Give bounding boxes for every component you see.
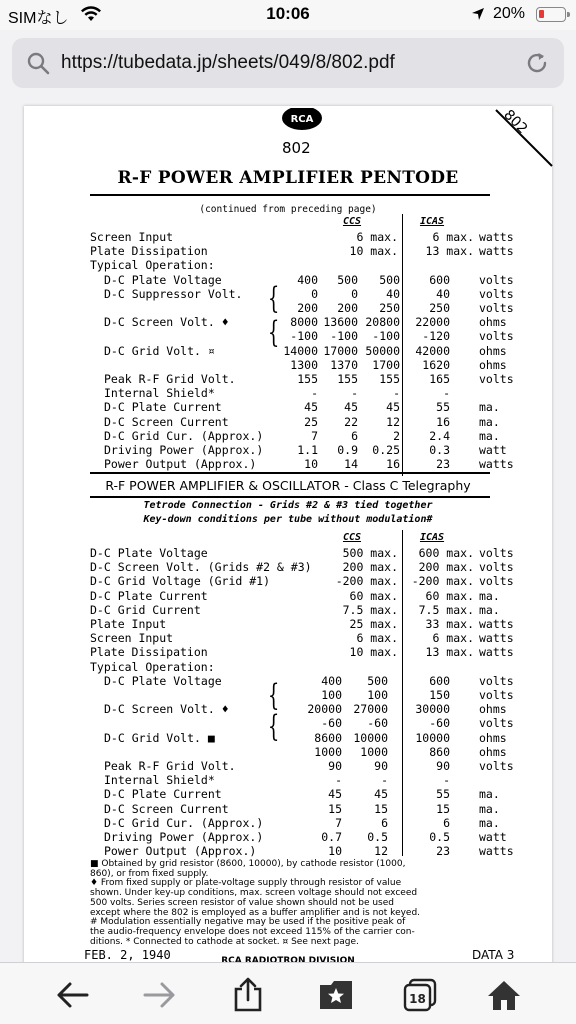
typical-row <box>24 787 552 801</box>
typical-row <box>24 702 552 716</box>
typical-unit: watt <box>479 443 507 457</box>
spec-row <box>24 603 552 617</box>
spec-unit: volts <box>479 574 514 589</box>
page-title: R-F POWER AMPLIFIER PENTODE <box>117 168 459 188</box>
footnote-line: 860), or from fixed supply. <box>90 868 209 879</box>
typical-label: D-C Plate Voltage <box>104 272 222 287</box>
typical-label: Internal Shield* <box>104 773 215 788</box>
icas-value: 6 max. <box>432 631 474 646</box>
typical-row <box>24 674 552 688</box>
typical-unit: volts <box>479 716 514 731</box>
typical-unit: ohms <box>479 702 507 717</box>
icas-value: 150 <box>429 688 450 702</box>
footnotes <box>90 860 530 947</box>
back-button[interactable] <box>52 977 92 1013</box>
spec-unit: ma. <box>479 588 500 603</box>
icas-value: 10000 <box>415 730 450 745</box>
top-screen-brace: { <box>267 281 280 316</box>
home-icon <box>487 979 521 1011</box>
typical-row <box>24 773 552 787</box>
typical-unit: volts <box>479 329 514 344</box>
bot-grid-brace: { <box>267 709 280 744</box>
icas-value: 40 <box>436 286 450 301</box>
ccs-value: 0.9 <box>337 443 358 457</box>
ccs-value: 60 max. <box>349 588 398 603</box>
spec-unit: watts <box>479 244 514 259</box>
pdf-viewer[interactable] <box>0 96 576 962</box>
ccs-value: 155 <box>379 372 400 386</box>
footnote-line: shown. Under key-up conditions, max. screen voltage should not exceed <box>90 888 418 899</box>
typical-heading: Typical Operation: <box>90 659 215 674</box>
footnote-line: 500 volts. Series screen resistor of value shown should not be used <box>90 897 394 908</box>
ccs-value: 27000 <box>353 702 388 717</box>
typical-unit: volts <box>479 372 514 386</box>
typical-row <box>24 329 552 343</box>
forward-button[interactable] <box>140 977 180 1013</box>
ccs-value: 10 <box>328 844 342 859</box>
footnote-line: ditions. * Connected to cathode at socket. ¤ See next page. <box>90 936 359 947</box>
ccs-value: 12 <box>386 414 400 429</box>
spec-label: Plate Dissipation <box>90 244 208 259</box>
icas-value: -60 <box>429 716 450 731</box>
typical-unit: ma. <box>479 815 500 830</box>
typical-row <box>24 386 552 400</box>
bottom-toolbar <box>0 962 576 1024</box>
typical-label: D-C Screen Current <box>104 801 229 816</box>
battery-icon <box>536 7 566 22</box>
clock: 10:06 <box>266 4 310 23</box>
typical-row <box>24 688 552 702</box>
ccs-value: -200 max. <box>335 574 398 589</box>
ccs-value: 50000 <box>365 343 400 358</box>
bookmark-star-icon <box>318 979 354 1011</box>
spec-label: D-C Plate Voltage <box>90 546 208 560</box>
icas-value: 55 <box>436 787 450 802</box>
icas-value: 0.3 <box>429 443 450 457</box>
tube-number: 802 <box>282 139 311 157</box>
typical-row <box>24 759 552 773</box>
typical-operation-label-2 <box>24 660 552 674</box>
typical-row <box>24 301 552 315</box>
icas-value: 23 <box>436 457 450 472</box>
icas-value: 250 <box>429 301 450 315</box>
footer-division: RCA RADIOTRON DIVISION <box>221 956 355 962</box>
footnote-line: ■ Obtained by grid resistor (8600, 10000), by cathode resistor (1000, <box>90 859 406 869</box>
corner-tube-number: 802 <box>500 106 531 138</box>
ccs-value: - <box>381 773 388 788</box>
top-grid-brace: { <box>267 315 280 350</box>
section-title-class-c: R-F POWER AMPLIFIER & OSCILLATOR - Class C Telegraphy <box>105 478 471 493</box>
typical-label: D-C Grid Cur. (Approx.) <box>104 815 264 830</box>
ccs-value: 16 <box>386 457 400 472</box>
typical-unit: volts <box>479 759 514 773</box>
address-bar[interactable] <box>12 38 564 88</box>
ccs-value: 1370 <box>330 357 358 372</box>
ccs-value: 45 <box>304 400 318 415</box>
ccs-value: 155 <box>297 372 318 386</box>
typical-label: D-C Suppressor Volt. <box>104 286 243 301</box>
footnote-line: except where the 802 is employed as a buffer amplifier and is not keyed. <box>90 907 421 918</box>
ccs-value: - <box>351 386 358 401</box>
typical-unit: ma. <box>479 428 500 443</box>
battery-percent: 20% <box>493 5 526 22</box>
spec-label: Plate Input <box>90 617 167 631</box>
typical-unit: volts <box>479 286 514 301</box>
typical-unit: volts <box>479 688 514 702</box>
icas-value: 23 <box>436 844 450 859</box>
icas-value: 42000 <box>415 343 450 358</box>
icas-value: 15 <box>436 801 450 816</box>
typical-row <box>24 344 552 358</box>
icas-value: 13 max. <box>425 645 474 660</box>
title-rule <box>90 194 490 196</box>
typical-row <box>24 844 552 858</box>
icas-value: - <box>443 386 450 401</box>
ccs-value: 90 <box>374 759 388 773</box>
icas-value: 13 max. <box>425 244 474 259</box>
typical-unit: watts <box>479 844 514 859</box>
home-button[interactable] <box>484 977 524 1013</box>
spec-unit: watts <box>479 631 514 646</box>
ccs-header: CCS <box>342 216 362 227</box>
ccs-value: 6 max. <box>356 631 398 646</box>
datasheet <box>24 106 552 962</box>
icas-value: 30000 <box>415 702 450 717</box>
ccs-value: 6 max. <box>356 230 398 244</box>
ccs-value: 155 <box>337 372 358 386</box>
footer-data-page: DATA 3 <box>472 948 515 962</box>
footer-date: FEB. 2, 1940 <box>84 948 171 962</box>
typical-row <box>24 802 552 816</box>
typical-unit: ma. <box>479 787 500 802</box>
typical-label: Power Output (Approx.) <box>104 844 257 859</box>
typical-row <box>24 273 552 287</box>
ccs-value: 250 <box>379 301 400 315</box>
url-text[interactable]: https://tubedata.jp/sheets/049/8/802.pdf <box>61 52 395 73</box>
typical-label: D-C Plate Current <box>104 400 222 415</box>
ccs-value: 10 <box>304 457 318 472</box>
ccs-value: - <box>311 386 318 401</box>
typical-label: Peak R-F Grid Volt. <box>104 372 236 386</box>
ccs-value: 0 <box>311 286 318 301</box>
typical-row <box>24 830 552 844</box>
typical-row <box>24 816 552 830</box>
typical-label: Driving Power (Approx.) <box>104 830 264 844</box>
typical-row <box>24 716 552 730</box>
ccs-value: 1300 <box>290 357 318 372</box>
icas-value: -200 max. <box>411 574 474 589</box>
icas-value: 22000 <box>415 315 450 330</box>
typical-row <box>24 443 552 457</box>
spec-unit: ma. <box>479 602 500 617</box>
ccs-value: 400 <box>321 673 342 688</box>
ccs-value: 7 <box>311 428 318 443</box>
ccs-value: 7.5 max. <box>342 602 398 617</box>
spec-unit: volts <box>479 546 514 560</box>
typical-row <box>24 400 552 414</box>
spec-label: D-C Screen Volt. (Grids #2 & #3) <box>90 560 312 575</box>
ccs-value: 500 <box>379 272 400 287</box>
ccs-value: 200 <box>297 301 318 315</box>
ccs-value: 90 <box>328 759 342 773</box>
carrier-label: SIMなし <box>8 10 69 27</box>
ccs-value: -60 <box>367 716 388 731</box>
footnote-line: the audio-frequency envelope does not exceed 115% of the carrier con- <box>90 926 415 937</box>
spec-row <box>24 645 552 659</box>
ccs-value: 0.7 <box>321 830 342 844</box>
ccs-value: -100 <box>290 329 318 344</box>
footnote-line: ♦ From fixed supply or plate-voltage supply through resistor of value <box>90 878 402 889</box>
spec-label: D-C Grid Voltage (Grid #1) <box>90 574 271 589</box>
icas-value: 6 max. <box>432 230 474 244</box>
typical-unit: ma. <box>479 400 500 415</box>
spec-label: Plate Dissipation <box>90 645 208 660</box>
ccs-value: 1.1 <box>297 443 318 457</box>
icas-value: 90 <box>436 759 450 773</box>
spec-row <box>24 574 552 588</box>
back-arrow-icon <box>55 981 89 1009</box>
spec-row <box>24 560 552 574</box>
tabs-button[interactable] <box>400 977 440 1013</box>
ccs-value: 45 <box>328 787 342 802</box>
pdf-page <box>24 106 552 962</box>
typical-label: D-C Screen Volt. ♦ <box>104 315 229 330</box>
icas-value: 7.5 max. <box>418 602 474 617</box>
icas-value: 16 <box>436 414 450 429</box>
ccs-value: 500 <box>337 272 358 287</box>
ccs-value: 12 <box>374 844 388 859</box>
spec-row <box>24 631 552 645</box>
spec-unit: watts <box>479 230 514 244</box>
spec-row <box>24 589 552 603</box>
ccs-value: 10 max. <box>349 244 398 259</box>
icas-value: 33 max. <box>425 617 474 631</box>
bookmarks-button[interactable] <box>316 977 356 1013</box>
icas-value: -120 <box>422 329 450 344</box>
ccs-value: 400 <box>297 272 318 287</box>
typical-row <box>24 287 552 301</box>
ccs-value: 6 <box>381 815 388 830</box>
typical-unit: ohms <box>479 343 507 358</box>
typical-label: D-C Screen Current <box>104 414 229 429</box>
icas-value: 600 <box>429 673 450 688</box>
svg-text:RCA: RCA <box>290 114 314 125</box>
typical-unit: watt <box>479 830 507 844</box>
ccs-value: 17000 <box>323 343 358 358</box>
typical-label: D-C Grid Volt. ■ <box>104 730 215 745</box>
section-rule-top <box>90 472 490 474</box>
tabs-icon <box>403 978 437 1012</box>
typical-unit: ohms <box>479 315 507 330</box>
ccs-value: -100 <box>372 329 400 344</box>
forward-arrow-icon <box>143 981 177 1009</box>
typical-operation-label <box>24 258 552 272</box>
ccs-value: - <box>393 386 400 401</box>
icas-value: 0.5 <box>429 830 450 844</box>
icas-value: 600 max. <box>418 546 474 560</box>
ccs-value: 200 <box>337 301 358 315</box>
typical-label: D-C Screen Volt. ♦ <box>104 702 229 717</box>
ccs-value: 14 <box>344 457 358 472</box>
typical-unit: volts <box>479 673 514 688</box>
spec-label: D-C Plate Current <box>90 588 208 603</box>
icas-value: 2.4 <box>429 428 450 443</box>
ccs-value: 1000 <box>314 744 342 759</box>
icas-value: 165 <box>429 372 450 386</box>
ccs-value: 100 <box>367 688 388 702</box>
ccs-value: 500 max. <box>342 546 398 560</box>
typical-unit: watts <box>479 457 514 472</box>
typical-label: Driving Power (Approx.) <box>104 443 264 457</box>
spec-row <box>24 230 552 244</box>
search-icon <box>26 51 50 80</box>
typical-unit: ohms <box>479 357 507 372</box>
typical-unit: ma. <box>479 414 500 429</box>
spec-unit: volts <box>479 560 514 575</box>
ccs-value: 20800 <box>365 315 400 330</box>
ccs-value: 200 max. <box>342 560 398 575</box>
ccs-value: 2 <box>393 428 400 443</box>
keydown-note: Key-down conditions per tube without modulation# <box>143 514 433 525</box>
icas-value: 600 <box>429 272 450 287</box>
section-rule-bottom <box>90 496 490 498</box>
ccs-value: 1700 <box>372 357 400 372</box>
typical-row <box>24 358 552 372</box>
icas-header: ICAS <box>419 216 445 227</box>
ccs-value: 45 <box>374 787 388 802</box>
ccs-value: 8600 <box>314 730 342 745</box>
ccs-value: 25 <box>304 414 318 429</box>
typical-label: D-C Grid Volt. ¤ <box>104 343 215 358</box>
ccs-value: 0.25 <box>372 443 400 457</box>
typical-unit: ohms <box>479 730 507 745</box>
typical-label: D-C Plate Voltage <box>104 673 222 688</box>
icas-value: 6 <box>443 815 450 830</box>
ccs-value: 6 <box>351 428 358 443</box>
icas-value: 60 max. <box>425 588 474 603</box>
ccs-header-2: CCS <box>342 532 362 543</box>
icas-value: 860 <box>429 744 450 759</box>
ccs-value: -100 <box>330 329 358 344</box>
typical-row <box>24 731 552 745</box>
continued-note: (continued from preceding page) <box>199 204 377 215</box>
icas-value: 55 <box>436 400 450 415</box>
ccs-value: 45 <box>344 400 358 415</box>
typical-label: D-C Grid Cur. (Approx.) <box>104 428 264 443</box>
spec-label: D-C Grid Current <box>90 602 201 617</box>
ccs-value: 22 <box>344 414 358 429</box>
icas-value: 1620 <box>422 357 450 372</box>
typical-heading: Typical Operation: <box>90 258 215 273</box>
ccs-value: 25 max. <box>349 617 398 631</box>
ccs-value: 20000 <box>307 702 342 717</box>
typical-unit: volts <box>479 301 514 315</box>
footnote-line: # Modulation essentially negative may be used if the positive peak of <box>90 917 406 928</box>
ccs-value: -60 <box>321 716 342 731</box>
icas-value: - <box>443 773 450 788</box>
reload-icon[interactable] <box>524 50 550 81</box>
typical-row <box>24 415 552 429</box>
ccs-value: 14000 <box>283 343 318 358</box>
rca-logo <box>280 108 324 132</box>
ccs-value: - <box>335 773 342 788</box>
ccs-value: 500 <box>367 673 388 688</box>
ccs-value: 45 <box>386 400 400 415</box>
ccs-value: 1000 <box>360 744 388 759</box>
typical-unit: volts <box>479 272 514 287</box>
share-icon <box>231 977 265 1013</box>
ccs-value: 15 <box>374 801 388 816</box>
ccs-value: 7 <box>335 815 342 830</box>
spec-row <box>24 244 552 258</box>
icas-value: 200 max. <box>418 560 474 575</box>
typical-row <box>24 429 552 443</box>
typical-row <box>24 372 552 386</box>
tab-count: 18 <box>409 992 426 1006</box>
spec-unit: watts <box>479 617 514 631</box>
spec-unit: watts <box>479 645 514 660</box>
ccs-value: 13600 <box>323 315 358 330</box>
spec-row <box>24 617 552 631</box>
ccs-value: 10 max. <box>349 645 398 660</box>
status-bar <box>0 0 576 30</box>
typical-label: Power Output (Approx.) <box>104 457 257 472</box>
spec-label: Screen Input <box>90 230 174 244</box>
bot-screen-brace: { <box>267 678 280 713</box>
typical-row <box>24 457 552 471</box>
icas-header-2: ICAS <box>419 532 445 543</box>
share-button[interactable] <box>228 977 268 1013</box>
ccs-value: 0 <box>351 286 358 301</box>
ccs-value: 0.5 <box>367 830 388 844</box>
typical-unit: ohms <box>479 744 507 759</box>
typical-row <box>24 745 552 759</box>
typical-label: Internal Shield* <box>104 386 215 401</box>
ccs-value: 10000 <box>353 730 388 745</box>
ccs-value: 8000 <box>290 315 318 330</box>
tetrode-note: Tetrode Connection - Grids #2 & #3 tied together <box>143 500 433 511</box>
location-arrow-icon <box>470 6 486 27</box>
spec-label: Screen Input <box>90 631 174 646</box>
typical-row <box>24 315 552 329</box>
ccs-value: 15 <box>328 801 342 816</box>
typical-label: Peak R-F Grid Volt. <box>104 759 236 773</box>
ccs-value: 40 <box>386 286 400 301</box>
typical-label: D-C Plate Current <box>104 787 222 802</box>
spec-row <box>24 546 552 560</box>
typical-unit: ma. <box>479 801 500 816</box>
ccs-value: 100 <box>321 688 342 702</box>
